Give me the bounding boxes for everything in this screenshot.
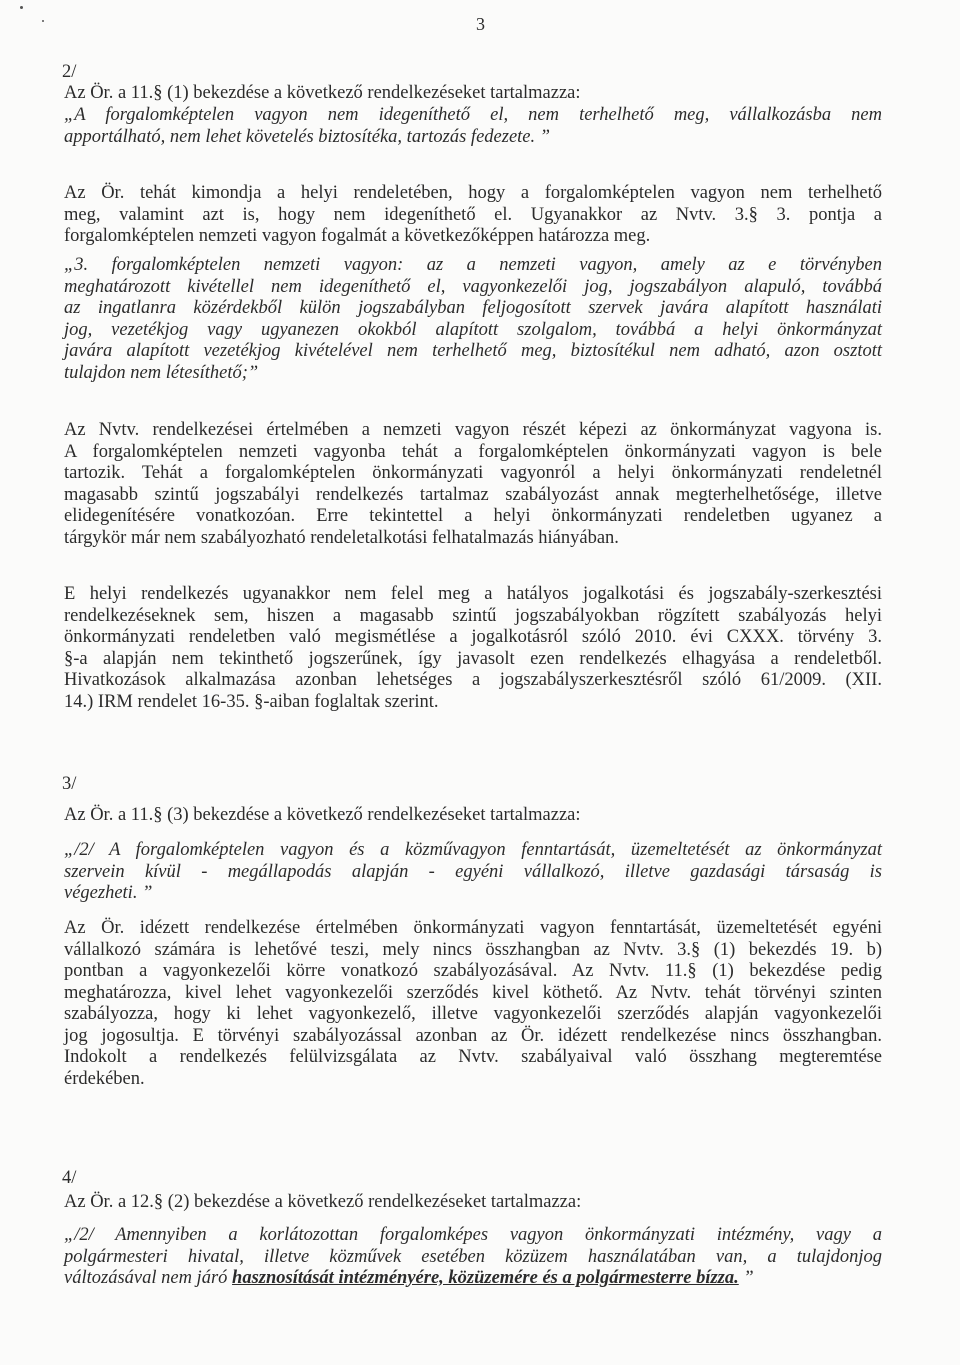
text-line: javára alapított vezetékjog kivételével nem terhelhető meg, biztosítékul nem adható, azon osztott	[64, 341, 882, 361]
text-line: vállalkozó számára is lehetővé teszi, mely nincs összhangban az Nvtv. 3.§ (1) bekezdés 19. b)	[64, 939, 882, 960]
section-4-intro	[64, 1192, 882, 1214]
text-run: változásával nem járó	[64, 1268, 233, 1288]
text-line: E helyi rendelkezés ugyanakkor nem felel meg a hatályos jogalkotási és jogszabály-szerkesztési	[64, 584, 882, 604]
text-line: meghatározott kivétellel nem idegeníthető el, vagyonkezelői jog, jogszabályon alapuló, továbbá	[64, 276, 882, 297]
text-line: Az Ör. a 12.§ (2) bekezdése a következő rendelkezéseket tartalmazza:	[64, 1192, 582, 1212]
text-line: „A forgalomképtelen vagyon nem idegeníthető el, nem terhelhető meg, vállalkozásba nem	[64, 105, 882, 125]
section-label-2: 2/	[62, 62, 77, 82]
scan-speck	[20, 6, 23, 9]
section-2-paragraph-1	[64, 183, 882, 248]
section-2-quote	[64, 105, 882, 148]
text-line: 14.) IRM rendelet 16-35. §-aiban foglaltak szerint.	[64, 691, 439, 712]
text-line: §-a alapján nem tekinthető jogszerűnek, így javasolt ezen rendelkezés elhagyása a rendeletből.	[64, 648, 882, 669]
text-line: jog jogosultja. E törvényi szabályozással azonban az Ör. idézett rendelkezése nincs összhangban.	[64, 1025, 882, 1046]
text-line: Indokolt a rendelkezés felülvizsgálata az Nvtv. szabályaival való összhang megteremtése	[64, 1047, 882, 1067]
text-line: Az Nvtv. rendelkezései értelmében a nemzeti vagyon részét képezi az önkormányzat vagyona is.	[64, 420, 882, 440]
text-line: tartozik. Tehát a forgalomképtelen önkormányzati vagyonról a helyi önkormányzati rendeletnél	[64, 463, 882, 483]
text-line: pontban a vagyonkezelői körre vonatkozó szabályozásával. Az Nvtv. 11.§ (1) bekezdése pedig	[64, 961, 882, 981]
section-3-paragraph-1	[64, 918, 882, 1090]
text-line: érdekében.	[64, 1068, 145, 1089]
section-2-paragraph-3	[64, 584, 882, 713]
section-2-quote-2	[64, 255, 882, 384]
text-line: jog, vezetékjog vagy ugyanezen okokból alapított szolgalom, továbbá a helyi önkormányzat	[64, 319, 882, 340]
text-line: rendelkezéseknek sem, hiszen a magasabb szintű jogszabályokban rögzített szabályozás helyi	[64, 605, 882, 626]
scan-speck	[42, 20, 44, 22]
text-line: meghatározza, kivel lehet vagyonkezelői szerződés kivel köthető. Az Nvtv. tehát törvényi szinten	[64, 982, 882, 1003]
text-run: ”	[738, 1268, 754, 1288]
text-line: forgalomképtelen nemzeti vagyon fogalmát a következőképpen határozza meg.	[64, 226, 651, 246]
text-line: elidegenítésére vonatkozóan. Erre tekintettel a helyi önkormányzati rendeletben ugyanez a	[64, 506, 882, 526]
text-line: Hivatkozások alkalmazása azonban lehetséges a jogszabályszerkesztésről szóló 61/2009. (XII.	[64, 670, 882, 690]
section-3-intro	[64, 805, 882, 827]
text-line: tulajdon nem létesíthető;”	[64, 362, 259, 383]
section-label-3: 3/	[62, 774, 77, 794]
section-3-quote	[64, 840, 882, 905]
text-line: önkormányzati rendeletben való megismétlése a jogalkotásról szóló 2010. évi CXXX. törvény 3.	[64, 627, 882, 647]
text-line: tárgykör már nem szabályozható rendeletalkotási felhatalmazás hiányában.	[64, 527, 619, 548]
text-line: szervein kívül - megállapodás alapján - egyéni vállalkozó, illetve gazdasági társaság is	[64, 861, 882, 882]
emphasized-text: hasznosítását intézményére, közüzemére és a polgármesterre bízza.	[232, 1268, 739, 1288]
text-line: „3. forgalomképtelen nemzeti vagyon: az a nemzeti vagyon, amely az e törvényben	[64, 255, 882, 275]
text-line: Az Ör. tehát kimondja a helyi rendeletében, hogy a forgalomképtelen vagyon nem terhelhető	[64, 183, 882, 203]
text-line: „/2/ A forgalomképtelen vagyon és a közművagyon fenntartását, üzemeltetését az önkormányzat	[64, 840, 882, 860]
text-line: szabályozza, hogy ki lehet vagyonkezelő, illetve vagyonkezelői szerződés alapján vagyonkezelői	[64, 1004, 882, 1024]
text-line: az ingatlanra közérdekből külön jogszabályban feljogosított szervek javára alapított használati	[64, 298, 882, 318]
text-line: végezheti. ”	[64, 883, 153, 903]
text-line: Az Ör. a 11.§ (3) bekezdése a következő rendelkezéseket tartalmazza:	[64, 805, 581, 825]
text-line-last	[64, 1268, 882, 1290]
text-line: meg, valamint azt is, hogy nem idegeníthető el. Ugyanakkor az Nvtv. 3.§ 3. pontja a	[64, 204, 882, 225]
section-2-intro	[64, 83, 882, 105]
text-line: polgármesteri hivatal, illetve közművek esetében közüzem használatában van, a tulajdonjog	[64, 1246, 882, 1267]
section-2-paragraph-2	[64, 420, 882, 549]
section-4-quote	[64, 1225, 882, 1290]
text-line: Az Ör. a 11.§ (1) bekezdése a következő rendelkezéseket tartalmazza:	[64, 83, 581, 103]
text-line: A forgalomképtelen nemzeti vagyonba tehát a forgalomképtelen önkormányzati vagyon is bele	[64, 441, 882, 462]
page-number: 3	[476, 14, 485, 34]
text-line: apportálható, nem lehet követelés biztosítéka, tartozás fedezete. ”	[64, 126, 551, 147]
text-line: „/2/ Amennyiben a korlátozottan forgalomképes vagyon önkormányzati intézmény, vagy a	[64, 1225, 882, 1245]
text-line: Az Ör. idézett rendelkezése értelmében önkormányzati vagyon fenntartását, üzemeltetését egyéni	[64, 918, 882, 938]
text-line: magasabb szintű jogszabályi rendelkezés tartalmaz szabályozást annak megterhelhetősége, illetve	[64, 484, 882, 505]
section-label-4: 4/	[62, 1168, 77, 1188]
